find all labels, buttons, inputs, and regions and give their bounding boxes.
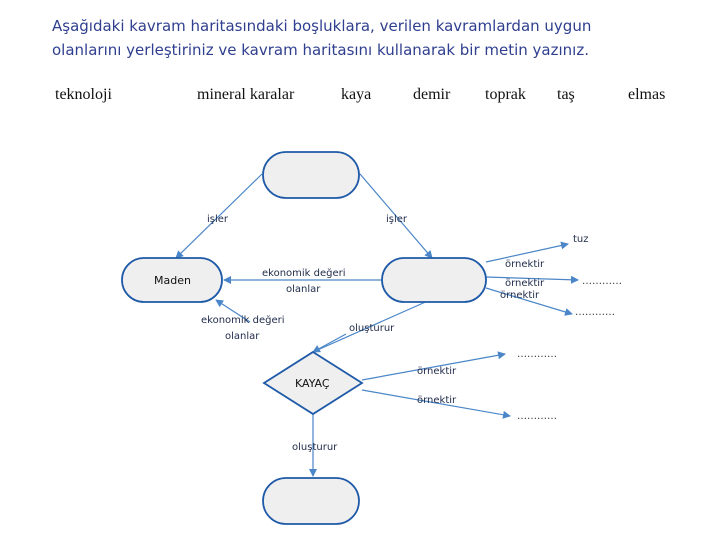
blank-1: ………… bbox=[582, 276, 622, 287]
arrow-kayac-up bbox=[313, 334, 346, 352]
ornektir-kayac-label-1: örnektir bbox=[417, 366, 457, 377]
maden-label: Maden bbox=[154, 274, 191, 287]
ekonomik-degeri-label-1: ekonomik değeri bbox=[262, 268, 346, 279]
term-tas: taş bbox=[557, 86, 575, 103]
term-demir: demir bbox=[413, 86, 451, 103]
isler-left-label: işler bbox=[207, 214, 229, 225]
olusturur-bottom-label: oluşturur bbox=[292, 442, 338, 453]
ornektir-label-3: örnektir bbox=[500, 290, 540, 301]
ornektir-kayac-label-2: örnektir bbox=[417, 395, 457, 406]
term-elmas: elmas bbox=[628, 86, 666, 103]
term-kaya: kaya bbox=[341, 86, 372, 103]
ekonomik-degeri-label-2: ekonomik değeri bbox=[201, 315, 285, 326]
blank-3: ………… bbox=[517, 349, 557, 360]
blank-4: ………… bbox=[517, 411, 557, 422]
node-bottom bbox=[263, 478, 359, 524]
node-top bbox=[263, 152, 359, 198]
term-mineral-karalar: mineral karalar bbox=[197, 86, 295, 103]
olusturur-top-label: oluşturur bbox=[349, 323, 395, 334]
term-teknoloji: teknoloji bbox=[55, 86, 112, 103]
olanlar-label-2: olanlar bbox=[225, 331, 260, 342]
instructions-line-2: olanlarını yerleştiriniz ve kavram haritasını kullanarak bir metin yazınız. bbox=[52, 41, 589, 59]
node-right bbox=[382, 258, 486, 302]
tuz-label: tuz bbox=[573, 234, 589, 245]
instructions-line-1: Aşağıdaki kavram haritasındaki boşluklara, verilen kavramlardan uygun bbox=[52, 17, 592, 35]
ornektir-label-2: örnektir bbox=[505, 278, 545, 289]
blank-2: ………… bbox=[575, 307, 615, 318]
isler-right-label: işler bbox=[386, 214, 408, 225]
kayac-label: KAYAÇ bbox=[295, 377, 330, 390]
olanlar-label-1: olanlar bbox=[286, 284, 321, 295]
ornektir-label-1: örnektir bbox=[505, 259, 545, 270]
term-toprak: toprak bbox=[485, 86, 526, 103]
